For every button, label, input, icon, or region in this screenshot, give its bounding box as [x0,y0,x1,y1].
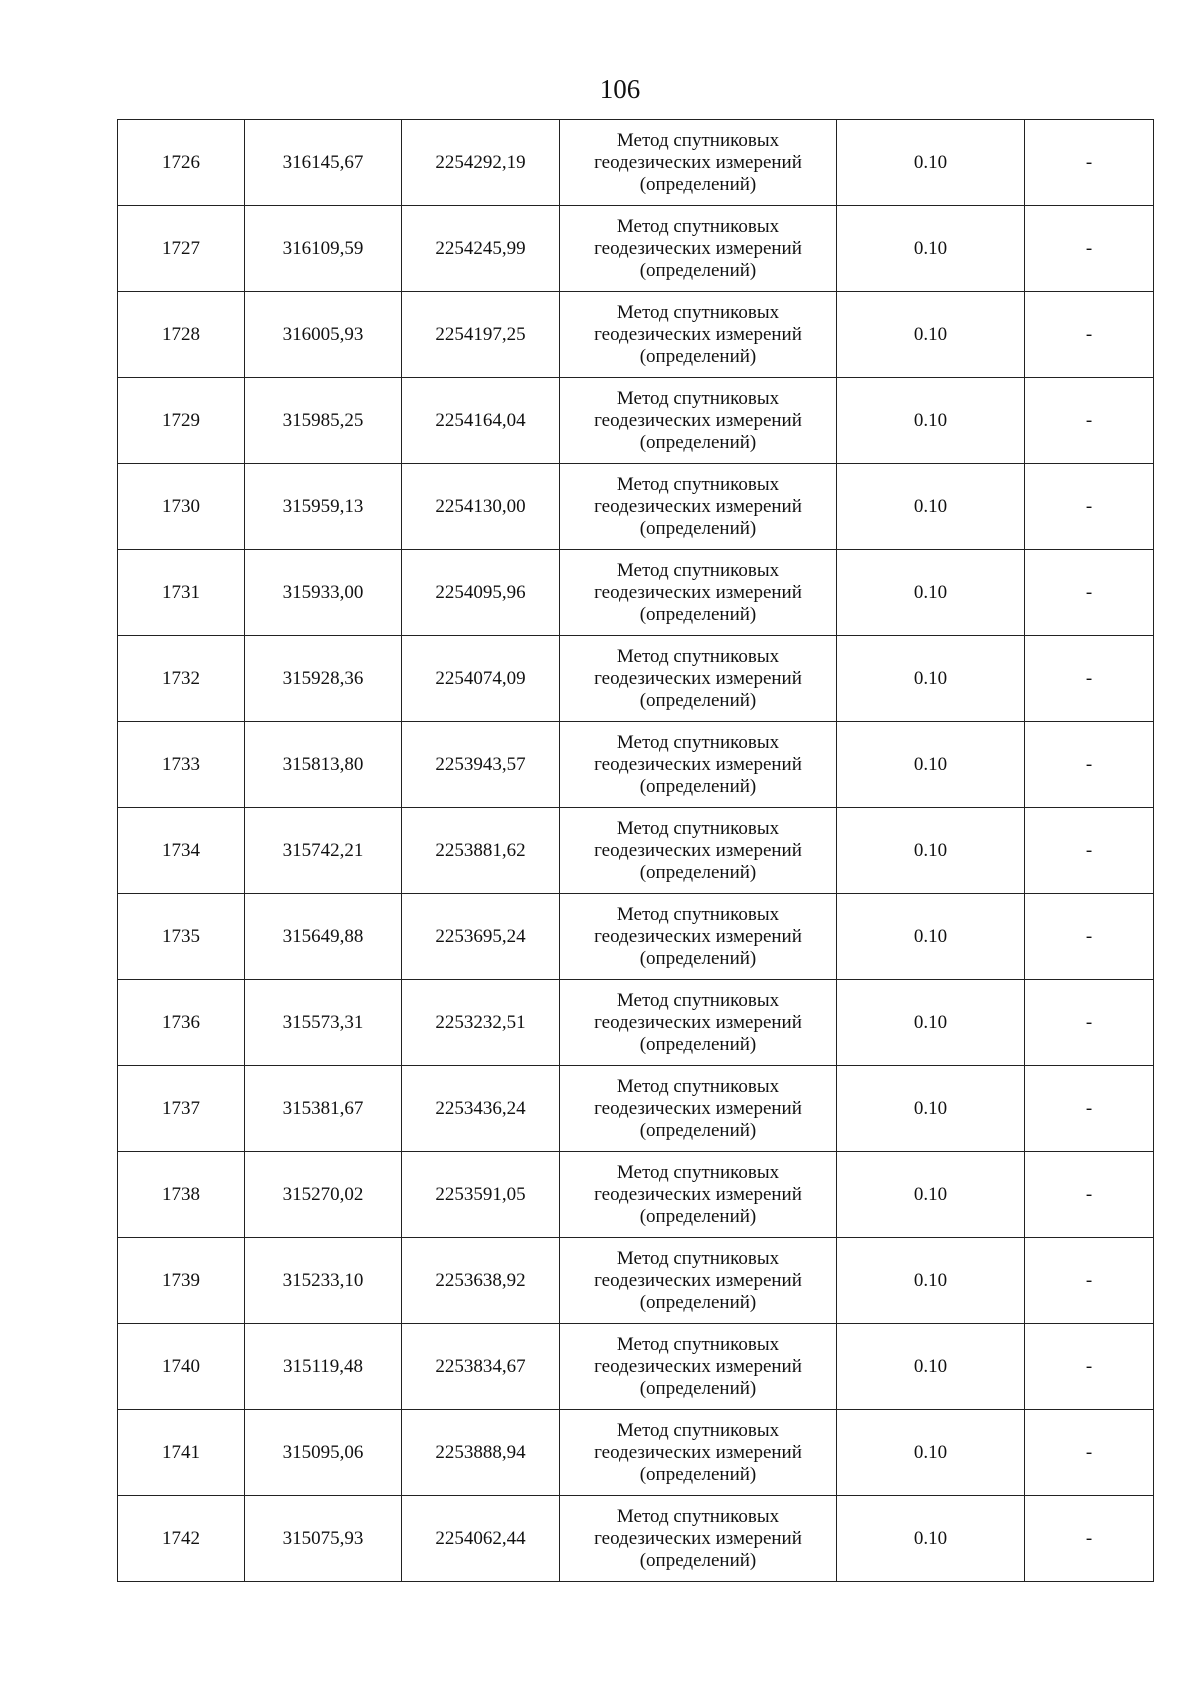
x-coordinate: 315928,36 [245,636,402,722]
extra-value: - [1025,1496,1154,1582]
x-coordinate: 315813,80 [245,722,402,808]
extra-value: - [1025,550,1154,636]
extra-value: - [1025,894,1154,980]
method-cell: Метод спутниковых геодезических измерений (определений) [560,464,837,550]
y-coordinate: 2253436,24 [402,1066,560,1152]
x-coordinate: 315233,10 [245,1238,402,1324]
method-cell: Метод спутниковых геодезических измерений (определений) [560,808,837,894]
y-coordinate: 2254197,25 [402,292,560,378]
extra-value: - [1025,980,1154,1066]
accuracy-value: 0.10 [837,1152,1025,1238]
y-coordinate: 2253834,67 [402,1324,560,1410]
y-coordinate: 2254074,09 [402,636,560,722]
accuracy-value: 0.10 [837,292,1025,378]
method-cell: Метод спутниковых геодезических измерений (определений) [560,1066,837,1152]
accuracy-value: 0.10 [837,980,1025,1066]
x-coordinate: 315095,06 [245,1410,402,1496]
y-coordinate: 2254095,96 [402,550,560,636]
point-number: 1734 [118,808,245,894]
x-coordinate: 315075,93 [245,1496,402,1582]
y-coordinate: 2253695,24 [402,894,560,980]
x-coordinate: 315381,67 [245,1066,402,1152]
y-coordinate: 2253943,57 [402,722,560,808]
method-cell: Метод спутниковых геодезических измерений (определений) [560,292,837,378]
point-number: 1742 [118,1496,245,1582]
point-number: 1727 [118,206,245,292]
table-row [118,980,1154,1066]
point-number: 1730 [118,464,245,550]
extra-value: - [1025,1066,1154,1152]
accuracy-value: 0.10 [837,550,1025,636]
table-row [118,206,1154,292]
extra-value: - [1025,1238,1154,1324]
accuracy-value: 0.10 [837,722,1025,808]
y-coordinate: 2254164,04 [402,378,560,464]
method-cell: Метод спутниковых геодезических измерений (определений) [560,1324,837,1410]
table-row [118,894,1154,980]
accuracy-value: 0.10 [837,1410,1025,1496]
coordinates-table [117,119,1154,1582]
point-number: 1732 [118,636,245,722]
point-number: 1731 [118,550,245,636]
method-cell: Метод спутниковых геодезических измерений (определений) [560,206,837,292]
method-cell: Метод спутниковых геодезических измерений (определений) [560,1152,837,1238]
x-coordinate: 316005,93 [245,292,402,378]
table-row [118,636,1154,722]
accuracy-value: 0.10 [837,636,1025,722]
x-coordinate: 315742,21 [245,808,402,894]
accuracy-value: 0.10 [837,808,1025,894]
accuracy-value: 0.10 [837,1066,1025,1152]
page-number: 106 [599,74,641,104]
point-number: 1739 [118,1238,245,1324]
extra-value: - [1025,1152,1154,1238]
x-coordinate: 315270,02 [245,1152,402,1238]
table-row [118,1238,1154,1324]
extra-value: - [1025,378,1154,464]
y-coordinate: 2253888,94 [402,1410,560,1496]
x-coordinate: 315573,31 [245,980,402,1066]
point-number: 1736 [118,980,245,1066]
extra-value: - [1025,292,1154,378]
table-row [118,550,1154,636]
extra-value: - [1025,808,1154,894]
x-coordinate: 316109,59 [245,206,402,292]
table-row [118,1410,1154,1496]
method-cell: Метод спутниковых геодезических измерений (определений) [560,550,837,636]
method-cell: Метод спутниковых геодезических измерений (определений) [560,378,837,464]
method-cell: Метод спутниковых геодезических измерений (определений) [560,1410,837,1496]
method-cell: Метод спутниковых геодезических измерений (определений) [560,722,837,808]
method-cell: Метод спутниковых геодезических измерений (определений) [560,980,837,1066]
table-row [118,1066,1154,1152]
point-number: 1728 [118,292,245,378]
accuracy-value: 0.10 [837,894,1025,980]
table-row [118,1496,1154,1582]
method-cell: Метод спутниковых геодезических измерений (определений) [560,1496,837,1582]
point-number: 1729 [118,378,245,464]
point-number: 1738 [118,1152,245,1238]
y-coordinate: 2254245,99 [402,206,560,292]
x-coordinate: 316145,67 [245,120,402,206]
y-coordinate: 2253638,92 [402,1238,560,1324]
table-row [118,722,1154,808]
y-coordinate: 2253591,05 [402,1152,560,1238]
extra-value: - [1025,464,1154,550]
point-number: 1737 [118,1066,245,1152]
accuracy-value: 0.10 [837,1238,1025,1324]
point-number: 1740 [118,1324,245,1410]
x-coordinate: 315119,48 [245,1324,402,1410]
table-row [118,1152,1154,1238]
point-number: 1733 [118,722,245,808]
accuracy-value: 0.10 [837,1496,1025,1582]
accuracy-value: 0.10 [837,378,1025,464]
extra-value: - [1025,722,1154,808]
x-coordinate: 315933,00 [245,550,402,636]
method-cell: Метод спутниковых геодезических измерений (определений) [560,894,837,980]
x-coordinate: 315959,13 [245,464,402,550]
point-number: 1741 [118,1410,245,1496]
y-coordinate: 2254292,19 [402,120,560,206]
accuracy-value: 0.10 [837,120,1025,206]
y-coordinate: 2254130,00 [402,464,560,550]
point-number: 1735 [118,894,245,980]
extra-value: - [1025,1410,1154,1496]
x-coordinate: 315985,25 [245,378,402,464]
point-number: 1726 [118,120,245,206]
accuracy-value: 0.10 [837,206,1025,292]
y-coordinate: 2253881,62 [402,808,560,894]
y-coordinate: 2254062,44 [402,1496,560,1582]
extra-value: - [1025,1324,1154,1410]
x-coordinate: 315649,88 [245,894,402,980]
method-cell: Метод спутниковых геодезических измерений (определений) [560,636,837,722]
extra-value: - [1025,120,1154,206]
table-row [118,378,1154,464]
extra-value: - [1025,206,1154,292]
y-coordinate: 2253232,51 [402,980,560,1066]
accuracy-value: 0.10 [837,1324,1025,1410]
table-row [118,292,1154,378]
method-cell: Метод спутниковых геодезических измерений (определений) [560,1238,837,1324]
table-row [118,464,1154,550]
extra-value: - [1025,636,1154,722]
table-row [118,808,1154,894]
accuracy-value: 0.10 [837,464,1025,550]
table-row [118,120,1154,206]
table-row [118,1324,1154,1410]
method-cell: Метод спутниковых геодезических измерений (определений) [560,120,837,206]
